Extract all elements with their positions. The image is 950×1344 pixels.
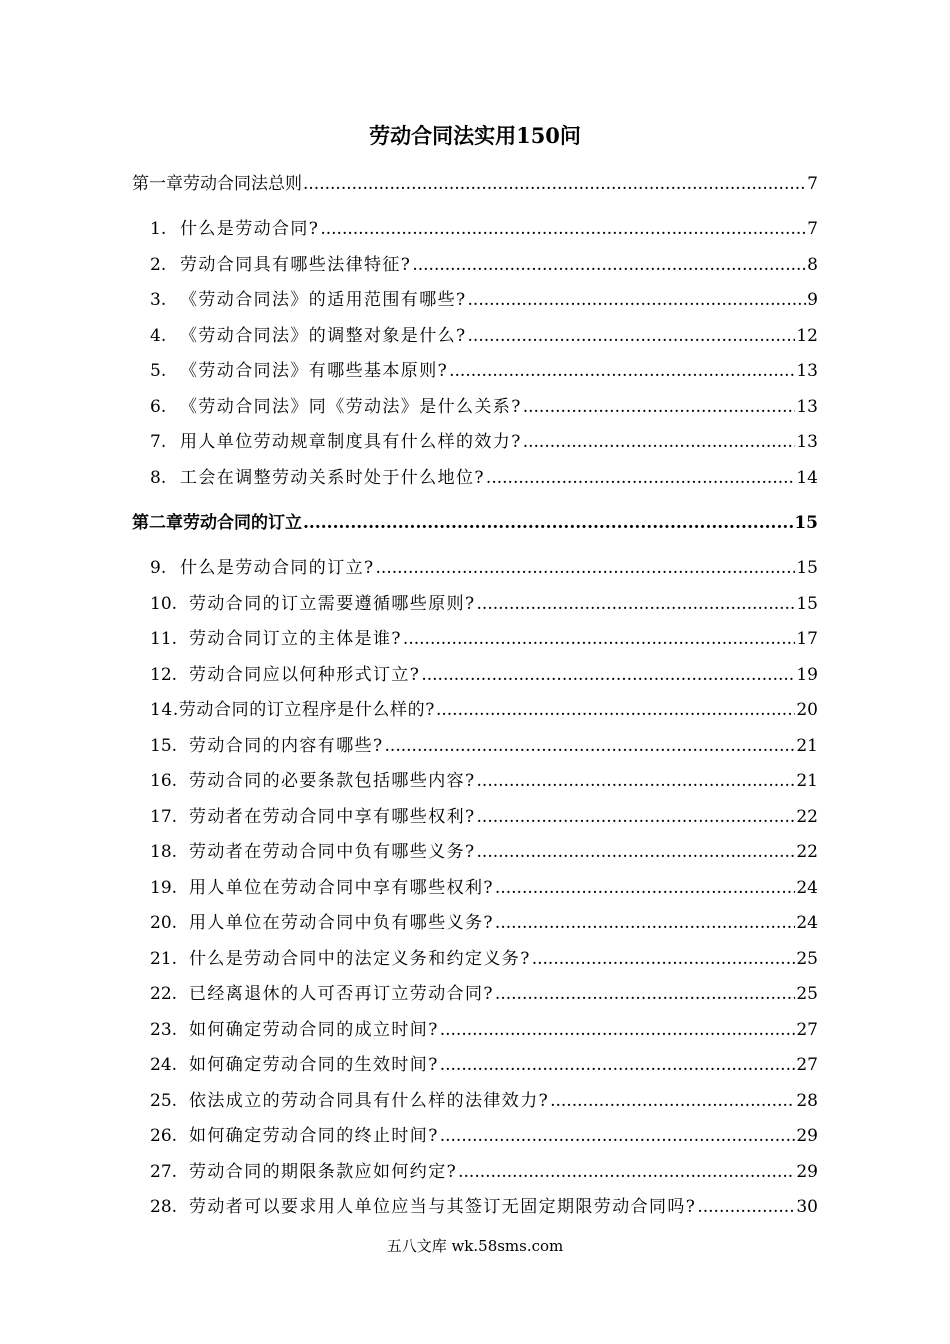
toc-leader <box>523 396 796 418</box>
toc-entry-number: 3. <box>150 290 167 310</box>
toc-entry-title: 劳动合同的期限条款应如何约定? <box>189 1162 458 1182</box>
toc-entry[interactable] <box>150 593 818 615</box>
toc-leader <box>385 735 796 757</box>
toc-entry-title: 劳动者在劳动合同中享有哪些权利? <box>189 807 476 827</box>
toc-leader <box>477 593 796 615</box>
toc-entry-number: 21. <box>150 949 178 969</box>
toc-entry-title: 依法成立的劳动合同具有什么样的法律效力? <box>189 1091 550 1111</box>
toc-leader <box>376 557 796 579</box>
toc-entry-title: 劳动合同的订立需要遵循哪些原则? <box>189 594 476 614</box>
toc-entry-number: 20. <box>150 913 178 933</box>
toc-entry-title: 《劳动合同法》的调整对象是什么? <box>180 326 467 346</box>
toc-entry[interactable] <box>150 1019 818 1041</box>
toc-entry[interactable] <box>150 983 818 1005</box>
toc-entry[interactable] <box>150 806 818 828</box>
toc-entry-number: 24. <box>150 1055 178 1075</box>
toc-page-number: 27 <box>796 1055 818 1075</box>
toc-entry-title: 如何确定劳动合同的成立时间? <box>189 1020 439 1040</box>
toc-leader <box>532 948 796 970</box>
toc-page-number: 13 <box>796 361 818 381</box>
toc-page-number: 21 <box>796 736 818 756</box>
toc-entry-number: 18. <box>150 842 178 862</box>
toc-entry-number: 19. <box>150 878 178 898</box>
toc-entry[interactable] <box>150 431 818 453</box>
toc-chapter-1[interactable] <box>132 173 818 195</box>
toc-leader <box>440 1054 796 1076</box>
toc-entry-title: 《劳动合同法》的适用范围有哪些? <box>180 290 467 310</box>
toc-page-number: 27 <box>796 1020 818 1040</box>
toc-page-number: 21 <box>796 771 818 791</box>
document-title: 劳动合同法实用150问 <box>369 123 581 148</box>
toc-entry[interactable] <box>150 841 818 863</box>
toc-entry-title: 劳动合同具有哪些法律特征? <box>180 255 412 275</box>
toc-entry-number: 22. <box>150 984 178 1004</box>
toc-entry-title: 劳动合同的必要条款包括哪些内容? <box>189 771 476 791</box>
toc-leader <box>495 912 795 934</box>
toc-entry-number: 9. <box>150 558 167 578</box>
toc-page-number: 19 <box>796 665 818 685</box>
toc-page-number: 12 <box>796 326 818 346</box>
toc-entry[interactable] <box>150 396 818 418</box>
toc-leader <box>486 467 795 489</box>
toc-entry-number: 23. <box>150 1020 178 1040</box>
toc-entry[interactable] <box>150 360 818 382</box>
toc-entry[interactable] <box>150 557 818 579</box>
toc-leader <box>468 289 807 311</box>
toc-page-number: 9 <box>807 290 818 310</box>
toc-chapter-2[interactable] <box>132 512 818 534</box>
toc-entry-number: 26. <box>150 1126 178 1146</box>
toc-entry[interactable] <box>150 467 818 489</box>
toc-entry[interactable] <box>150 735 818 757</box>
toc-leader <box>440 1019 796 1041</box>
toc-leader <box>495 983 795 1005</box>
toc-leader <box>458 1161 795 1183</box>
toc-page-number: 22 <box>796 807 818 827</box>
toc-leader <box>320 218 806 240</box>
toc-entry-title: 什么是劳动合同的订立? <box>180 558 375 578</box>
toc-entry[interactable] <box>150 218 818 240</box>
toc-entry-number: 2. <box>150 255 167 275</box>
toc-entry-title: 劳动者可以要求用人单位应当与其签订无固定期限劳动合同吗? <box>189 1197 697 1217</box>
toc-page-number: 7 <box>807 174 818 194</box>
toc-entry-title: 用人单位在劳动合同中负有哪些义务? <box>189 913 494 933</box>
toc-entry-number: 12. <box>150 665 178 685</box>
toc-entry-title: 用人单位在劳动合同中享有哪些权利? <box>189 878 494 898</box>
toc-entry-title: 劳动合同订立的主体是谁? <box>189 629 402 649</box>
toc-entry-number: 17. <box>150 807 178 827</box>
toc-entry[interactable] <box>150 1090 818 1112</box>
toc-entry-title: 《劳动合同法》同《劳动法》是什么关系? <box>180 397 522 417</box>
toc-chapter-title: 第一章劳动合同法总则 <box>132 174 302 194</box>
toc-page-number: 15 <box>796 558 818 578</box>
toc-entry[interactable] <box>150 1161 818 1183</box>
toc-leader <box>477 770 796 792</box>
toc-entry-title: 劳动合同的内容有哪些? <box>189 736 384 756</box>
toc-entry-number: 7. <box>150 432 167 452</box>
toc-entry-number: 11. <box>150 629 178 649</box>
toc-entry-title: 什么是劳动合同? <box>180 219 320 239</box>
toc-entry-number: 28. <box>150 1197 178 1217</box>
toc-page-number: 15 <box>796 594 818 614</box>
toc-leader <box>303 173 806 195</box>
toc-entry[interactable] <box>150 1054 818 1076</box>
toc-page-number: 24 <box>796 878 818 898</box>
toc-entry-number: 6. <box>150 397 167 417</box>
toc-entry-number: 16. <box>150 771 178 791</box>
toc-leader <box>550 1090 795 1112</box>
page-footer: 五八文库 wk.58sms.com <box>386 1237 564 1255</box>
toc-page-number: 17 <box>796 629 818 649</box>
toc-entry-title: 如何确定劳动合同的生效时间? <box>189 1055 439 1075</box>
toc-page-number: 15 <box>794 513 818 533</box>
toc-entry-number: 25. <box>150 1091 178 1111</box>
toc-entry-title: 工会在调整劳动关系时处于什么地位? <box>180 468 485 488</box>
toc-entry-number: 27. <box>150 1162 178 1182</box>
toc-page-number: 14 <box>796 468 818 488</box>
toc-page-number: 7 <box>807 219 818 239</box>
toc-leader <box>403 628 795 650</box>
toc-entry-title: 《劳动合同法》有哪些基本原则? <box>180 361 449 381</box>
toc-entry-number: 4. <box>150 326 167 346</box>
toc-entry[interactable] <box>150 1196 818 1218</box>
toc-page-number: 29 <box>796 1126 818 1146</box>
toc-leader <box>303 512 793 534</box>
toc-entry[interactable] <box>150 699 818 721</box>
toc-leader <box>477 841 796 863</box>
toc-leader <box>495 877 795 899</box>
toc-entry[interactable] <box>150 770 818 792</box>
toc-entry-number: 1. <box>150 219 167 239</box>
toc-page-number: 29 <box>796 1162 818 1182</box>
toc-entry-title: 劳动者在劳动合同中负有哪些义务? <box>189 842 476 862</box>
toc-entry-number: 10. <box>150 594 178 614</box>
toc-page-number: 8 <box>807 255 818 275</box>
toc-page-number: 13 <box>796 432 818 452</box>
toc-entry[interactable] <box>150 289 818 311</box>
toc-leader <box>523 431 796 453</box>
toc-leader <box>449 360 795 382</box>
toc-entry[interactable] <box>150 628 818 650</box>
toc-page-number: 24 <box>796 913 818 933</box>
toc-entry[interactable] <box>150 664 818 686</box>
toc-entry-title: 什么是劳动合同中的法定义务和约定义务? <box>189 949 531 969</box>
toc-entry[interactable] <box>150 948 818 970</box>
toc-leader <box>440 1125 796 1147</box>
toc-page-number: 25 <box>796 949 818 969</box>
toc-entry[interactable] <box>150 254 818 276</box>
toc-entry-title: 如何确定劳动合同的终止时间? <box>189 1126 439 1146</box>
toc-entry-title: 已经离退休的人可否再订立劳动合同? <box>189 984 494 1004</box>
toc-entry-title: 14.劳动合同的订立程序是什么样的? <box>150 700 435 720</box>
toc-leader <box>468 325 796 347</box>
toc-entry-title: 劳动合同应以何种形式订立? <box>189 665 421 685</box>
toc-entry[interactable] <box>150 912 818 934</box>
toc-page-number: 13 <box>796 397 818 417</box>
toc-page-number: 25 <box>796 984 818 1004</box>
toc-leader <box>421 664 795 686</box>
toc-entry[interactable] <box>150 325 818 347</box>
toc-entry-title: 用人单位劳动规章制度具有什么样的效力? <box>180 432 522 452</box>
toc-entry[interactable] <box>150 877 818 899</box>
toc-leader <box>436 699 795 721</box>
toc-leader <box>697 1196 795 1218</box>
toc-entry-number: 8. <box>150 468 167 488</box>
toc-entry[interactable] <box>150 1125 818 1147</box>
toc-page-number: 22 <box>796 842 818 862</box>
toc-page-number: 30 <box>796 1197 818 1217</box>
toc-leader <box>477 806 796 828</box>
toc-entry-number: 5. <box>150 361 167 381</box>
toc-page-number: 28 <box>796 1091 818 1111</box>
toc-page-number: 20 <box>796 700 818 720</box>
toc-leader <box>412 254 806 276</box>
toc-chapter-title: 第二章劳动合同的订立 <box>132 513 302 533</box>
toc-entry-number: 15. <box>150 736 178 756</box>
